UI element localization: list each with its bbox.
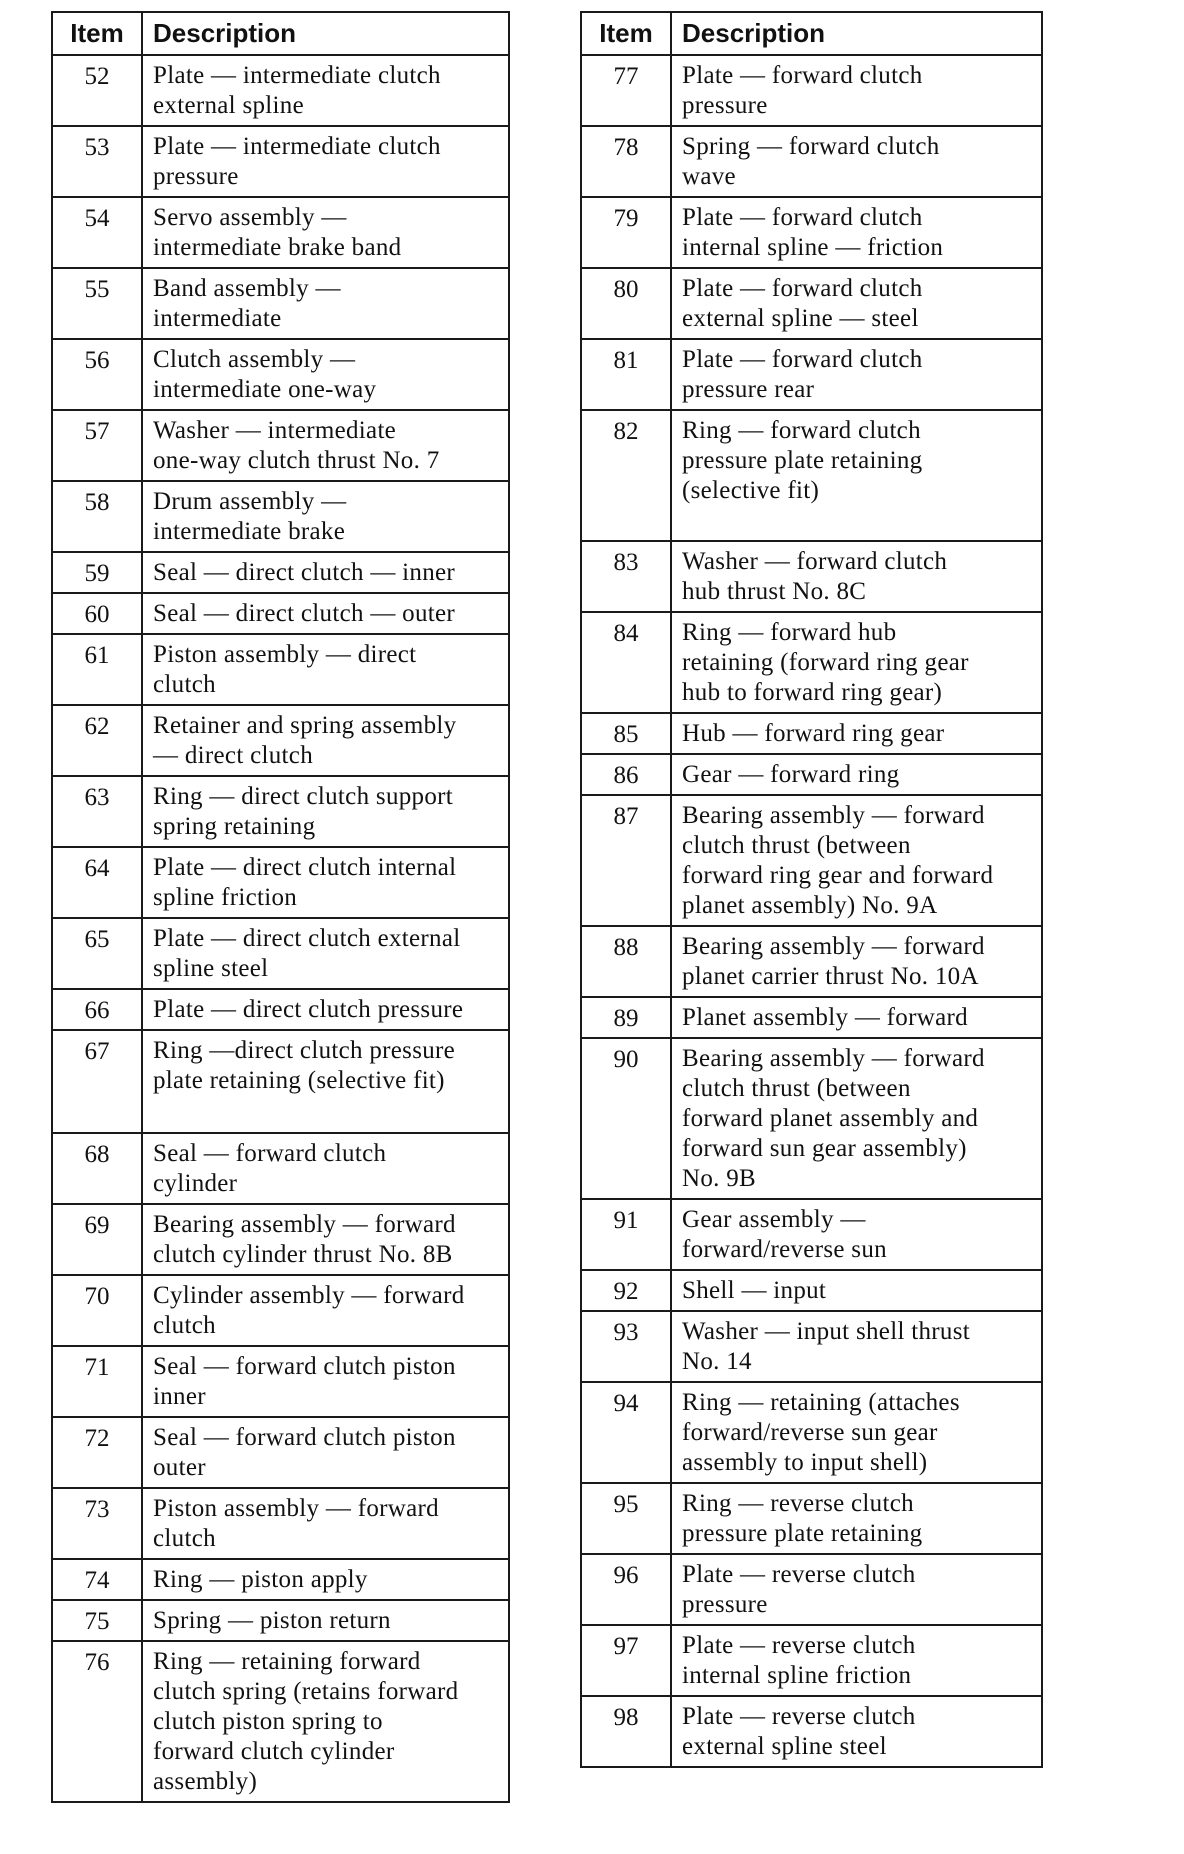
item-number: 76 xyxy=(52,1641,142,1802)
table-row xyxy=(581,1382,1042,1483)
item-number: 90 xyxy=(581,1038,671,1199)
item-description: Clutch assembly — intermediate one-way xyxy=(142,339,509,410)
table-row xyxy=(52,1204,509,1275)
table-row xyxy=(581,126,1042,197)
item-description: Drum assembly — intermediate brake xyxy=(142,481,509,552)
item-number: 78 xyxy=(581,126,671,197)
item-number: 71 xyxy=(52,1346,142,1417)
item-number: 63 xyxy=(52,776,142,847)
item-number: 85 xyxy=(581,713,671,754)
item-description: Seal — direct clutch — outer xyxy=(142,593,509,634)
item-number: 55 xyxy=(52,268,142,339)
item-description: Plate — reverse clutch internal spline friction xyxy=(671,1625,1042,1696)
item-description: Seal — forward clutch piston outer xyxy=(142,1417,509,1488)
item-description: Plate — forward clutch external spline — steel xyxy=(671,268,1042,339)
table-row xyxy=(581,197,1042,268)
item-number: 83 xyxy=(581,541,671,612)
item-number: 70 xyxy=(52,1275,142,1346)
item-description: Plate — forward clutch pressure rear xyxy=(671,339,1042,410)
table-row xyxy=(52,918,509,989)
table-row xyxy=(581,612,1042,713)
item-description: Seal — direct clutch — inner xyxy=(142,552,509,593)
item-description: Ring — forward clutch pressure plate retaining (selective fit) xyxy=(671,410,1042,541)
table-row xyxy=(52,268,509,339)
item-number: 58 xyxy=(52,481,142,552)
item-number: 96 xyxy=(581,1554,671,1625)
table-row xyxy=(52,847,509,918)
table-row xyxy=(52,1488,509,1559)
table-row xyxy=(52,126,509,197)
table-row xyxy=(581,926,1042,997)
item-number: 79 xyxy=(581,197,671,268)
item-description: Plate — direct clutch external spline steel xyxy=(142,918,509,989)
table-row xyxy=(52,1346,509,1417)
item-description: Washer — input shell thrust No. 14 xyxy=(671,1311,1042,1382)
item-number: 89 xyxy=(581,997,671,1038)
item-description: Bearing assembly — forward clutch thrust (between forward planet assembly and forward sun gear assembly) No. 9B xyxy=(671,1038,1042,1199)
table-row xyxy=(581,713,1042,754)
item-number: 59 xyxy=(52,552,142,593)
item-number: 81 xyxy=(581,339,671,410)
item-number: 86 xyxy=(581,754,671,795)
table-row xyxy=(52,1600,509,1641)
item-description: Washer — intermediate one-way clutch thrust No. 7 xyxy=(142,410,509,481)
item-description: Plate — reverse clutch pressure xyxy=(671,1554,1042,1625)
table-row xyxy=(52,1417,509,1488)
item-number: 67 xyxy=(52,1030,142,1133)
table-row xyxy=(52,776,509,847)
item-description: Seal — forward clutch piston inner xyxy=(142,1346,509,1417)
item-description: Planet assembly — forward xyxy=(671,997,1042,1038)
item-description: Ring — piston apply xyxy=(142,1559,509,1600)
description-column-header: Description xyxy=(671,12,1042,55)
item-number: 72 xyxy=(52,1417,142,1488)
item-description: Plate — direct clutch internal spline friction xyxy=(142,847,509,918)
item-number: 64 xyxy=(52,847,142,918)
item-description: Hub — forward ring gear xyxy=(671,713,1042,754)
table-row xyxy=(581,1038,1042,1199)
table-row xyxy=(52,1559,509,1600)
parts-table-right xyxy=(580,11,1043,1768)
table-row xyxy=(581,410,1042,541)
item-number: 53 xyxy=(52,126,142,197)
parts-list-right xyxy=(581,55,1042,1767)
item-description: Washer — forward clutch hub thrust No. 8C xyxy=(671,541,1042,612)
item-description: Servo assembly — intermediate brake band xyxy=(142,197,509,268)
table-row xyxy=(581,339,1042,410)
item-number: 98 xyxy=(581,1696,671,1767)
item-description: Gear — forward ring xyxy=(671,754,1042,795)
item-description: Spring — piston return xyxy=(142,1600,509,1641)
item-number: 52 xyxy=(52,55,142,126)
table-row xyxy=(52,705,509,776)
item-number: 56 xyxy=(52,339,142,410)
item-description: Gear assembly — forward/reverse sun xyxy=(671,1199,1042,1270)
item-description: Bearing assembly — forward clutch thrust (between forward ring gear and forward planet assembly) No. 9A xyxy=(671,795,1042,926)
parts-list-left xyxy=(52,55,509,1802)
item-description: Plate — forward clutch internal spline — friction xyxy=(671,197,1042,268)
table-row xyxy=(581,268,1042,339)
item-number: 88 xyxy=(581,926,671,997)
table-row xyxy=(52,552,509,593)
table-row xyxy=(581,997,1042,1038)
item-description: Cylinder assembly — forward clutch xyxy=(142,1275,509,1346)
item-number: 75 xyxy=(52,1600,142,1641)
item-description: Band assembly — intermediate xyxy=(142,268,509,339)
table-row xyxy=(581,1696,1042,1767)
table-row xyxy=(52,1641,509,1802)
item-description: Piston assembly — direct clutch xyxy=(142,634,509,705)
item-number: 73 xyxy=(52,1488,142,1559)
item-number: 93 xyxy=(581,1311,671,1382)
table-row xyxy=(52,339,509,410)
table-row xyxy=(52,593,509,634)
table-row xyxy=(52,989,509,1030)
table-row xyxy=(581,1625,1042,1696)
table-row xyxy=(581,541,1042,612)
item-description: Piston assembly — forward clutch xyxy=(142,1488,509,1559)
item-number: 84 xyxy=(581,612,671,713)
item-description: Ring — retaining forward clutch spring (retains forward clutch piston spring to forward clutch cylinder assembly) xyxy=(142,1641,509,1802)
item-number: 62 xyxy=(52,705,142,776)
table-row xyxy=(52,634,509,705)
item-description: Ring — reverse clutch pressure plate retaining xyxy=(671,1483,1042,1554)
item-description: Seal — forward clutch cylinder xyxy=(142,1133,509,1204)
item-column-header: Item xyxy=(52,12,142,55)
table-row xyxy=(581,795,1042,926)
item-description: Ring — forward hub retaining (forward ring gear hub to forward ring gear) xyxy=(671,612,1042,713)
table-header-row xyxy=(581,12,1042,55)
item-number: 54 xyxy=(52,197,142,268)
table-header-row xyxy=(52,12,509,55)
item-description: Plate — reverse clutch external spline steel xyxy=(671,1696,1042,1767)
item-number: 57 xyxy=(52,410,142,481)
table-row xyxy=(52,410,509,481)
item-number: 80 xyxy=(581,268,671,339)
item-number: 74 xyxy=(52,1559,142,1600)
table-row xyxy=(52,197,509,268)
item-description: Bearing assembly — forward clutch cylinder thrust No. 8B xyxy=(142,1204,509,1275)
item-description: Plate — direct clutch pressure xyxy=(142,989,509,1030)
item-number: 66 xyxy=(52,989,142,1030)
item-number: 68 xyxy=(52,1133,142,1204)
item-description: Bearing assembly — forward planet carrier thrust No. 10A xyxy=(671,926,1042,997)
table-row xyxy=(581,55,1042,126)
item-number: 92 xyxy=(581,1270,671,1311)
table-row xyxy=(52,1275,509,1346)
table-row xyxy=(52,1030,509,1133)
item-description: Plate — intermediate clutch external spline xyxy=(142,55,509,126)
item-description: Shell — input xyxy=(671,1270,1042,1311)
parts-table-left xyxy=(51,11,510,1803)
table-row xyxy=(52,1133,509,1204)
item-description: Plate — intermediate clutch pressure xyxy=(142,126,509,197)
table-row xyxy=(581,1483,1042,1554)
table-row xyxy=(581,754,1042,795)
item-number: 97 xyxy=(581,1625,671,1696)
item-number: 91 xyxy=(581,1199,671,1270)
item-number: 65 xyxy=(52,918,142,989)
item-description: Retainer and spring assembly — direct clutch xyxy=(142,705,509,776)
item-number: 95 xyxy=(581,1483,671,1554)
item-description: Ring — retaining (attaches forward/reverse sun gear assembly to input shell) xyxy=(671,1382,1042,1483)
item-number: 60 xyxy=(52,593,142,634)
item-description: Plate — forward clutch pressure xyxy=(671,55,1042,126)
item-number: 61 xyxy=(52,634,142,705)
item-number: 87 xyxy=(581,795,671,926)
item-description: Ring — direct clutch support spring retaining xyxy=(142,776,509,847)
table-row xyxy=(52,55,509,126)
item-description: Spring — forward clutch wave xyxy=(671,126,1042,197)
item-number: 94 xyxy=(581,1382,671,1483)
item-description: Ring —direct clutch pressure plate retaining (selective fit) xyxy=(142,1030,509,1133)
item-number: 77 xyxy=(581,55,671,126)
item-number: 82 xyxy=(581,410,671,541)
table-row xyxy=(581,1199,1042,1270)
description-column-header: Description xyxy=(142,12,509,55)
item-number: 69 xyxy=(52,1204,142,1275)
table-row xyxy=(52,481,509,552)
table-row xyxy=(581,1554,1042,1625)
table-row xyxy=(581,1311,1042,1382)
table-row xyxy=(581,1270,1042,1311)
item-column-header: Item xyxy=(581,12,671,55)
